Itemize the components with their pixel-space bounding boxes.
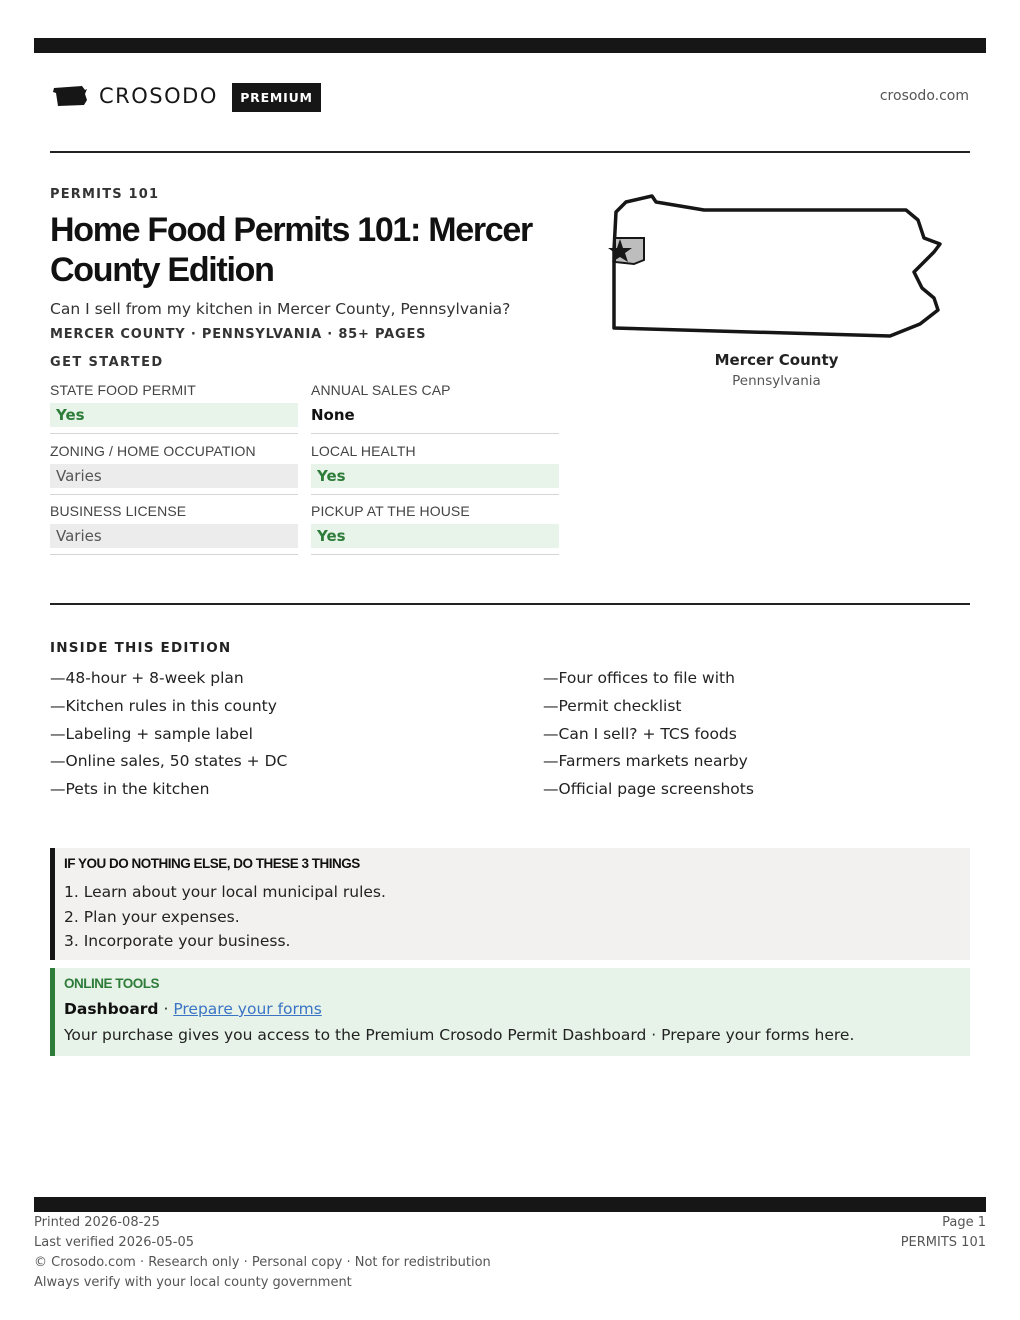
fact-value: Yes [311,464,559,488]
list-item: —Permit checklist [543,696,682,715]
fact-label: BUSINESS LICENSE [50,503,187,519]
todo-list [64,880,386,954]
fact-label: STATE FOOD PERMIT [50,382,196,398]
fact-label: ANNUAL SALES CAP [311,382,451,398]
printed-date: Printed 2026-08-25 [34,1215,160,1230]
list-item: —48-hour + 8-week plan [50,669,244,687]
list-item: —Official page screenshots [543,780,754,799]
pennsylvania-map [604,192,949,344]
fact-label: ZONING / HOME OCCUPATION [50,443,256,459]
tools-heading: ONLINE TOOLS [64,976,160,991]
fact-state-food-permit [50,382,298,434]
tools-description: Your purchase gives you access to the Premium Crosodo Permit Dashboard · Prepare your forms here. [64,1026,855,1044]
dashboard-label: Dashboard [64,1000,159,1018]
fact-value: Varies [50,464,298,488]
page-subtitle: Can I sell from my kitchen in Mercer County, Pennsylvania? [50,300,511,318]
premium-badge: PREMIUM [232,83,321,112]
state-outline [614,196,940,336]
site-url[interactable]: crosodo.com [879,88,969,104]
fact-annual-sales-cap [311,382,559,434]
map-state-label: Pennsylvania [732,373,821,389]
page-meta: MERCER COUNTY · PENNSYLVANIA · 85+ PAGES [50,327,427,342]
fact-value: Yes [50,403,298,427]
prepare-forms-link[interactable]: Prepare your forms [173,1000,322,1018]
tools-links [64,1000,322,1018]
list-item: —Can I sell? + TCS foods [543,724,737,743]
footer-left [34,1213,491,1293]
list-item: —Pets in the kitchen [50,780,210,799]
pennsylvania-logo-icon [52,84,88,108]
list-item: —Farmers markets nearby [543,752,748,771]
todo-heading: IF YOU DO NOTHING ELSE, DO THESE 3 THINGS [64,856,360,871]
fact-pickup-at-house [311,503,559,555]
copyright: © Crosodo.com · Research only · Personal copy · Not for redistribution [34,1255,491,1270]
top-bar [34,38,986,53]
map-county-label: Mercer County [714,351,839,369]
fact-business-license [50,503,298,555]
toc-left-list [50,668,510,807]
divider [50,603,970,605]
fact-value: Varies [50,524,298,548]
list-item: —Online sales, 50 states + DC [50,752,288,771]
footer-right [901,1213,986,1253]
fact-label: LOCAL HEALTH [311,443,416,459]
online-tools-callout [50,968,970,1056]
list-item: —Four offices to file with [543,669,735,687]
page-title: Home Food Permits 101: Mercer County Edition [50,211,532,289]
list-item: 1. Learn about your local municipal rules. [64,883,386,901]
list-item: —Kitchen rules in this county [50,696,277,715]
section-kicker: PERMITS 101 [50,187,160,202]
page-number: Page 1 [942,1215,986,1230]
verified-date: Last verified 2026-05-05 [34,1235,194,1250]
separator: · [158,1000,174,1018]
fact-value: None [311,406,355,424]
bottom-bar [34,1197,986,1212]
fact-local-health [311,443,559,495]
todo-callout [50,848,970,960]
get-started-heading: GET STARTED [50,355,164,370]
footer-section: PERMITS 101 [900,1235,986,1250]
verify-note: Always verify with your local county government [34,1275,352,1290]
list-item: —Labeling + sample label [50,724,253,743]
fact-value: Yes [311,524,559,548]
inside-heading: INSIDE THIS EDITION [50,640,232,656]
divider [50,151,970,153]
brand-name: CROSODO [99,84,218,108]
fact-zoning [50,443,298,495]
fact-label: PICKUP AT THE HOUSE [311,503,470,519]
toc-right-list [543,668,1003,807]
list-item: 2. Plan your expenses. [64,907,240,926]
list-item: 3. Incorporate your business. [64,932,291,950]
